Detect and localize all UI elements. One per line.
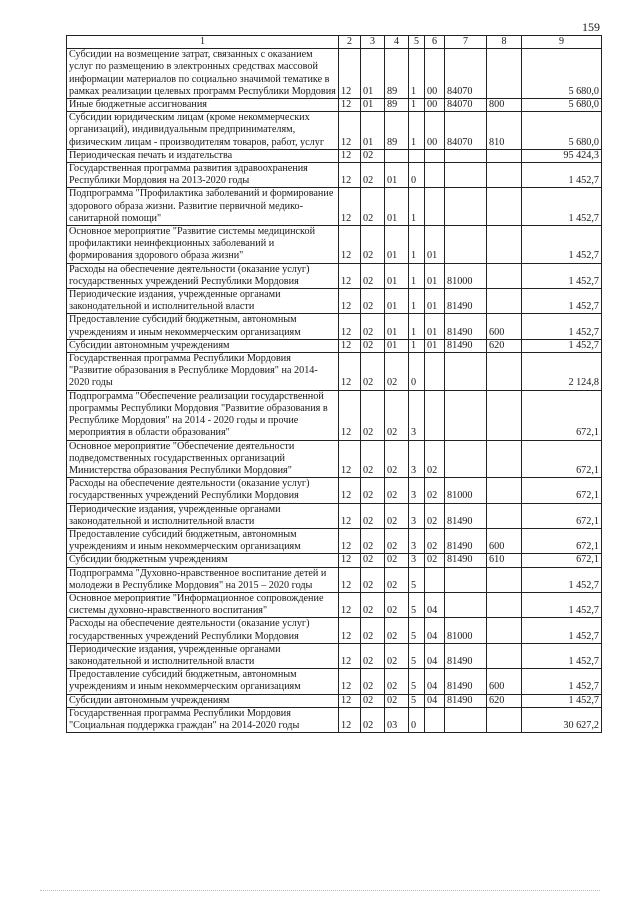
row-code-c8 (487, 592, 522, 617)
column-header: 9 (522, 36, 602, 49)
row-code-c7: 81000 (445, 263, 487, 288)
row-code-c5: 3 (409, 554, 425, 567)
row-code-c8: 620 (487, 694, 522, 707)
row-code-c5: 0 (409, 707, 425, 732)
row-name: Подпрограмма "Профилактика заболеваний и формирование здорового образа жизни. Развитие первичной медико-санитарной помощи" (67, 188, 339, 226)
row-code-c2: 12 (339, 149, 361, 162)
row-code-c2: 12 (339, 99, 361, 112)
row-code-c2: 12 (339, 707, 361, 732)
row-code-c8 (487, 149, 522, 162)
table-row (67, 263, 602, 288)
row-code-c2: 12 (339, 163, 361, 188)
row-code-c6: 00 (425, 99, 445, 112)
row-code-c2: 12 (339, 440, 361, 478)
row-code-c7: 81490 (445, 503, 487, 528)
row-sum: 1 452,7 (522, 188, 602, 226)
row-code-c4: 01 (385, 289, 409, 314)
row-name: Расходы на обеспечение деятельности (оказание услуг) государственных учреждений Республики Мордовия (67, 618, 339, 643)
table-row (67, 353, 602, 391)
row-sum: 1 452,7 (522, 669, 602, 694)
row-code-c7: 84070 (445, 112, 487, 150)
row-code-c5: 3 (409, 503, 425, 528)
row-code-c6: 02 (425, 478, 445, 503)
row-code-c5: 5 (409, 567, 425, 592)
row-code-c4: 89 (385, 49, 409, 99)
row-code-c6: 02 (425, 554, 445, 567)
row-code-c3: 02 (361, 188, 385, 226)
row-code-c8 (487, 478, 522, 503)
row-code-c7 (445, 567, 487, 592)
row-code-c6: 02 (425, 440, 445, 478)
row-code-c7: 81490 (445, 643, 487, 668)
table-body (67, 49, 602, 733)
row-code-c6 (425, 149, 445, 162)
row-code-c3: 02 (361, 694, 385, 707)
row-name: Предоставление субсидий бюджетным, автономным учреждениям и иным некоммерческим организациям (67, 669, 339, 694)
row-code-c8: 600 (487, 528, 522, 553)
row-code-c6 (425, 163, 445, 188)
row-code-c7 (445, 592, 487, 617)
row-code-c6 (425, 390, 445, 440)
row-sum: 1 452,7 (522, 314, 602, 339)
row-code-c7: 81490 (445, 554, 487, 567)
row-code-c6: 01 (425, 226, 445, 264)
header-row (67, 36, 602, 49)
row-code-c6: 04 (425, 618, 445, 643)
row-code-c3: 02 (361, 554, 385, 567)
row-code-c3: 02 (361, 314, 385, 339)
row-name: Периодические издания, учрежденные органами законодательной и исполнительной власти (67, 503, 339, 528)
row-code-c3: 02 (361, 567, 385, 592)
row-code-c5: 5 (409, 643, 425, 668)
row-code-c6: 04 (425, 592, 445, 617)
table-row (67, 314, 602, 339)
row-code-c8 (487, 353, 522, 391)
column-header: 6 (425, 36, 445, 49)
row-name: Подпрограмма "Обеспечение реализации государственной программы Республики Мордовия "Развитие образования в Республике Мордовия" на 2014 - 2020 годы и прочие мероприятия в области образования" (67, 390, 339, 440)
row-sum: 1 452,7 (522, 163, 602, 188)
row-code-c7: 81000 (445, 478, 487, 503)
row-code-c3: 01 (361, 112, 385, 150)
row-code-c3: 02 (361, 643, 385, 668)
row-code-c3: 01 (361, 99, 385, 112)
row-code-c2: 12 (339, 112, 361, 150)
row-sum: 672,1 (522, 503, 602, 528)
row-code-c6: 00 (425, 49, 445, 99)
row-code-c3: 02 (361, 339, 385, 352)
table-row (67, 478, 602, 503)
row-sum: 95 424,3 (522, 149, 602, 162)
row-code-c5: 3 (409, 440, 425, 478)
row-name: Предоставление субсидий бюджетным, автономным учреждениям и иным некоммерческим организациям (67, 314, 339, 339)
row-code-c2: 12 (339, 669, 361, 694)
row-code-c3: 02 (361, 503, 385, 528)
row-sum: 1 452,7 (522, 643, 602, 668)
column-header: 8 (487, 36, 522, 49)
table-row (67, 289, 602, 314)
row-code-c8 (487, 643, 522, 668)
column-header: 3 (361, 36, 385, 49)
row-code-c6: 04 (425, 643, 445, 668)
row-code-c4: 02 (385, 618, 409, 643)
table-row (67, 567, 602, 592)
row-name: Расходы на обеспечение деятельности (оказание услуг) государственных учреждений Республики Мордовия (67, 478, 339, 503)
row-sum: 672,1 (522, 478, 602, 503)
row-code-c6: 02 (425, 528, 445, 553)
row-code-c6 (425, 567, 445, 592)
row-name: Государственная программа Республики Мордовия "Социальная поддержка граждан" на 2014-2020 годы (67, 707, 339, 732)
row-code-c2: 12 (339, 567, 361, 592)
row-code-c3: 02 (361, 353, 385, 391)
table-row (67, 669, 602, 694)
row-code-c5: 5 (409, 694, 425, 707)
row-sum: 2 124,8 (522, 353, 602, 391)
row-code-c3: 02 (361, 390, 385, 440)
row-code-c6: 01 (425, 314, 445, 339)
row-code-c5: 1 (409, 188, 425, 226)
row-code-c7 (445, 188, 487, 226)
row-code-c2: 12 (339, 592, 361, 617)
row-sum: 30 627,2 (522, 707, 602, 732)
row-code-c6: 01 (425, 263, 445, 288)
row-sum: 1 452,7 (522, 694, 602, 707)
row-code-c2: 12 (339, 339, 361, 352)
table-row (67, 226, 602, 264)
row-code-c3: 02 (361, 528, 385, 553)
row-code-c2: 12 (339, 618, 361, 643)
row-code-c5: 1 (409, 314, 425, 339)
column-header: 2 (339, 36, 361, 49)
row-code-c6 (425, 188, 445, 226)
row-code-c5: 3 (409, 390, 425, 440)
row-code-c4: 02 (385, 592, 409, 617)
row-code-c4: 01 (385, 263, 409, 288)
row-sum: 1 452,7 (522, 339, 602, 352)
row-code-c3: 02 (361, 707, 385, 732)
row-code-c7: 81000 (445, 618, 487, 643)
row-name: Субсидии юридическим лицам (кроме некоммерческих организаций), индивидуальным предпринимателям, физическим лицам - производителям товаров, работ, услуг (67, 112, 339, 150)
footer-divider (40, 890, 600, 891)
row-sum: 5 680,0 (522, 49, 602, 99)
row-code-c3: 02 (361, 618, 385, 643)
row-code-c8 (487, 567, 522, 592)
row-code-c5: 1 (409, 99, 425, 112)
row-sum: 1 452,7 (522, 289, 602, 314)
table-row (67, 149, 602, 162)
row-name: Подпрограмма "Духовно-нравственное воспитание детей и молодежи в Республике Мордовия" на 2015 – 2020 годы (67, 567, 339, 592)
row-code-c5: 3 (409, 478, 425, 503)
row-code-c7 (445, 163, 487, 188)
row-code-c5 (409, 149, 425, 162)
row-code-c4: 02 (385, 554, 409, 567)
row-code-c6: 01 (425, 339, 445, 352)
row-code-c6 (425, 353, 445, 391)
row-name: Субсидии автономным учреждениям (67, 694, 339, 707)
row-code-c5: 1 (409, 263, 425, 288)
row-code-c8: 620 (487, 339, 522, 352)
table-row (67, 707, 602, 732)
row-code-c4: 01 (385, 163, 409, 188)
row-code-c4: 01 (385, 339, 409, 352)
row-code-c6: 00 (425, 112, 445, 150)
row-name: Субсидии автономным учреждениям (67, 339, 339, 352)
row-code-c3: 02 (361, 440, 385, 478)
row-code-c5: 1 (409, 112, 425, 150)
row-code-c8 (487, 49, 522, 99)
row-name: Субсидии бюджетным учреждениям (67, 554, 339, 567)
row-sum: 672,1 (522, 554, 602, 567)
row-code-c5: 0 (409, 163, 425, 188)
column-header: 1 (67, 36, 339, 49)
row-code-c8 (487, 188, 522, 226)
row-sum: 1 452,7 (522, 567, 602, 592)
row-code-c4: 89 (385, 112, 409, 150)
row-code-c5: 1 (409, 49, 425, 99)
row-code-c7 (445, 353, 487, 391)
row-code-c7: 84070 (445, 49, 487, 99)
row-code-c3: 01 (361, 49, 385, 99)
row-code-c8: 600 (487, 669, 522, 694)
row-code-c8: 810 (487, 112, 522, 150)
row-name: Расходы на обеспечение деятельности (оказание услуг) государственных учреждений Республики Мордовия (67, 263, 339, 288)
row-code-c8 (487, 707, 522, 732)
table-row (67, 592, 602, 617)
row-code-c2: 12 (339, 263, 361, 288)
row-code-c8 (487, 289, 522, 314)
row-code-c8 (487, 390, 522, 440)
row-code-c2: 12 (339, 188, 361, 226)
row-code-c6: 01 (425, 289, 445, 314)
row-code-c6: 02 (425, 503, 445, 528)
table-row (67, 188, 602, 226)
row-code-c8 (487, 263, 522, 288)
row-code-c8 (487, 440, 522, 478)
row-code-c2: 12 (339, 49, 361, 99)
row-code-c5: 1 (409, 339, 425, 352)
row-name: Периодические издания, учрежденные органами законодательной и исполнительной власти (67, 643, 339, 668)
row-code-c2: 12 (339, 314, 361, 339)
row-code-c4: 02 (385, 643, 409, 668)
row-sum: 5 680,0 (522, 99, 602, 112)
table-row (67, 440, 602, 478)
row-code-c4: 02 (385, 503, 409, 528)
row-code-c4: 02 (385, 390, 409, 440)
row-code-c2: 12 (339, 503, 361, 528)
row-code-c7: 81490 (445, 694, 487, 707)
row-code-c5: 1 (409, 289, 425, 314)
row-code-c8 (487, 618, 522, 643)
table-row (67, 112, 602, 150)
row-name: Предоставление субсидий бюджетным, автономным учреждениям и иным некоммерческим организациям (67, 528, 339, 553)
row-code-c2: 12 (339, 528, 361, 553)
row-code-c4: 02 (385, 353, 409, 391)
row-code-c7: 84070 (445, 99, 487, 112)
row-code-c7: 81490 (445, 528, 487, 553)
row-code-c5: 1 (409, 226, 425, 264)
row-name: Периодические издания, учрежденные органами законодательной и исполнительной власти (67, 289, 339, 314)
table-row (67, 49, 602, 99)
column-header: 7 (445, 36, 487, 49)
row-sum: 672,1 (522, 390, 602, 440)
row-code-c7 (445, 149, 487, 162)
row-code-c7: 81490 (445, 339, 487, 352)
row-code-c4: 02 (385, 528, 409, 553)
row-sum: 1 452,7 (522, 618, 602, 643)
row-code-c5: 3 (409, 528, 425, 553)
row-code-c2: 12 (339, 390, 361, 440)
page-number: 159 (582, 20, 600, 34)
row-code-c4: 02 (385, 694, 409, 707)
row-code-c8: 610 (487, 554, 522, 567)
row-sum: 5 680,0 (522, 112, 602, 150)
row-code-c2: 12 (339, 554, 361, 567)
row-code-c4: 02 (385, 669, 409, 694)
row-name: Субсидии на возмещение затрат, связанных с оказанием услуг по размещению в электронных средствах массовой информации материалов по социально значимой тематике в рамках реализации целевых программ Республики Мордовия (67, 49, 339, 99)
row-code-c3: 02 (361, 263, 385, 288)
row-code-c7 (445, 226, 487, 264)
row-code-c2: 12 (339, 226, 361, 264)
row-code-c5: 5 (409, 618, 425, 643)
row-sum: 1 452,7 (522, 226, 602, 264)
row-code-c6: 04 (425, 694, 445, 707)
row-code-c8: 800 (487, 99, 522, 112)
row-code-c2: 12 (339, 478, 361, 503)
row-code-c4: 02 (385, 440, 409, 478)
table-row (67, 339, 602, 352)
row-code-c7: 81490 (445, 289, 487, 314)
row-name: Государственная программа развития здравоохранения Республики Мордовия на 2013-2020 годы (67, 163, 339, 188)
row-name: Периодическая печать и издательства (67, 149, 339, 162)
column-header: 5 (409, 36, 425, 49)
table-row (67, 163, 602, 188)
row-code-c4: 02 (385, 478, 409, 503)
column-header: 4 (385, 36, 409, 49)
row-code-c7: 81490 (445, 669, 487, 694)
row-code-c3: 02 (361, 226, 385, 264)
row-code-c7 (445, 707, 487, 732)
row-code-c7 (445, 440, 487, 478)
row-code-c6 (425, 707, 445, 732)
row-code-c3: 02 (361, 149, 385, 162)
row-code-c8: 600 (487, 314, 522, 339)
row-code-c2: 12 (339, 353, 361, 391)
row-code-c8 (487, 503, 522, 528)
row-code-c5: 0 (409, 353, 425, 391)
row-code-c2: 12 (339, 289, 361, 314)
row-code-c7: 81490 (445, 314, 487, 339)
table-row (67, 528, 602, 553)
row-sum: 672,1 (522, 528, 602, 553)
table-row (67, 503, 602, 528)
row-name: Основное мероприятие "Обеспечение деятельности подведомственных государственных организаций Министерства образования Республики Мордовия" (67, 440, 339, 478)
row-code-c3: 02 (361, 289, 385, 314)
row-code-c4: 01 (385, 314, 409, 339)
row-code-c4: 89 (385, 99, 409, 112)
row-code-c8 (487, 163, 522, 188)
row-sum: 1 452,7 (522, 592, 602, 617)
budget-table (66, 35, 602, 733)
row-code-c4: 03 (385, 707, 409, 732)
row-code-c4: 01 (385, 188, 409, 226)
table-row (67, 99, 602, 112)
row-code-c2: 12 (339, 694, 361, 707)
table-row (67, 643, 602, 668)
row-code-c4: 01 (385, 226, 409, 264)
row-code-c2: 12 (339, 643, 361, 668)
table-row (67, 694, 602, 707)
row-code-c7 (445, 390, 487, 440)
row-name: Основное мероприятие "Развитие системы медицинской профилактики неинфекционных заболеваний и формирования здорового образа жизни" (67, 226, 339, 264)
row-code-c3: 02 (361, 669, 385, 694)
row-code-c3: 02 (361, 592, 385, 617)
row-name: Иные бюджетные ассигнования (67, 99, 339, 112)
row-code-c3: 02 (361, 478, 385, 503)
row-sum: 1 452,7 (522, 263, 602, 288)
row-code-c4: 02 (385, 567, 409, 592)
row-name: Основное мероприятие "Информационное сопровождение системы духовно-нравственного воспитания" (67, 592, 339, 617)
table-row (67, 554, 602, 567)
row-sum: 672,1 (522, 440, 602, 478)
row-code-c3: 02 (361, 163, 385, 188)
row-code-c8 (487, 226, 522, 264)
row-name: Государственная программа Республики Мордовия "Развитие образования в Республике Мордовия" на 2014-2020 годы (67, 353, 339, 391)
table-row (67, 618, 602, 643)
row-code-c5: 5 (409, 669, 425, 694)
row-code-c6: 04 (425, 669, 445, 694)
row-code-c5: 5 (409, 592, 425, 617)
table-row (67, 390, 602, 440)
row-code-c4 (385, 149, 409, 162)
